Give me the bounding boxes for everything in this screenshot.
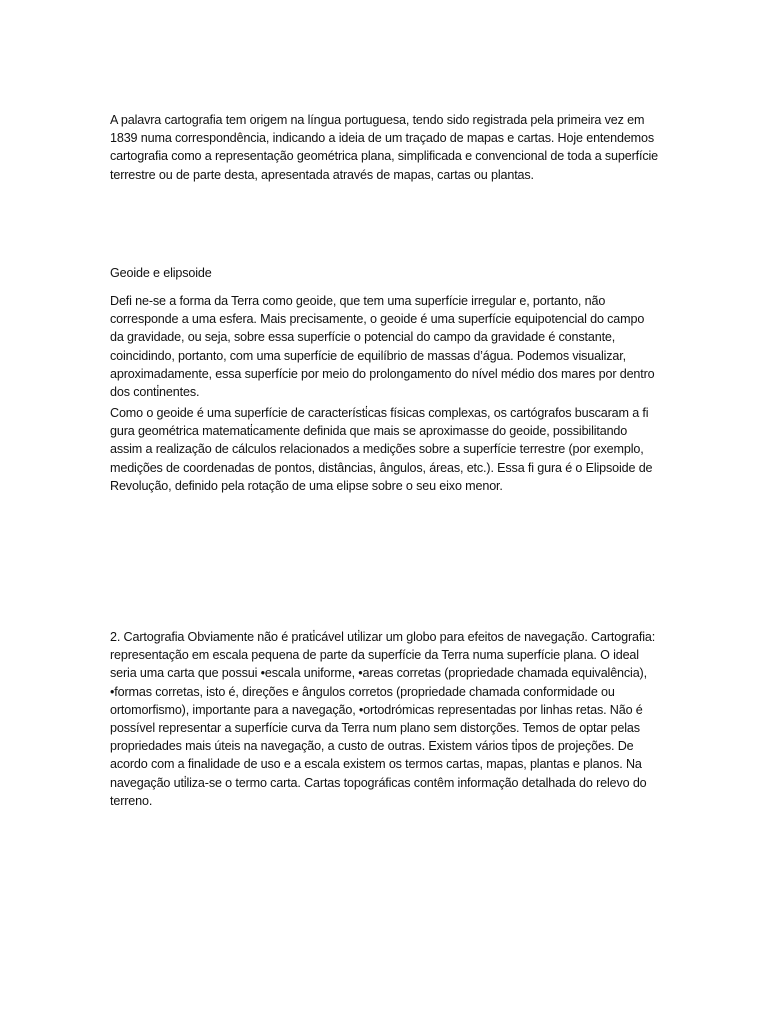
elipsoide-paragraph: Como o geoide é uma superfície de característi̇cas físicas complexas, os cartógrafos buscaram a fi gura geométrica matemati̇camente definida que mais se aproximasse do geoide, possibilitando assim a realização de cálculos relacionados a medições sobre a superfície terrestre (por exemplo, medições de coordenadas de pontos, distâncias, ângulos, áreas, etc.). Essa fi gura é o Elipsoide de Revolução, definido pela rotação de uma elipse sobre o seu eixo menor. (110, 406, 653, 493)
geoide-paragraph: Defi ne-se a forma da Terra como geoide, que tem uma superfície irregular e, portanto, não corresponde a uma esfera. Mais precisamente, o geoide é uma superfície equipotencial do campo da gravidade, ou seja, sobre essa superfície o potencial do campo da gravidade é constante, coincidindo, portanto, com uma superfície de equilíbrio de massas d’água. Podemos visualizar, aproximadamente, essa superfície por meio do prolongamento do nível médio dos mares por dentro dos conti̇nentes. (110, 294, 655, 400)
cartografia-paragraph: 2. Cartografia Obviamente não é prati̇cável uti̇lizar um globo para efeitos de navegação. Cartografia: representação em escala pequena de parte da superfície da Terra numa superfície plana. O ideal seria uma carta que possui •escala uniforme, •areas corretas (propriedade chamada equivalência), •formas corretas, isto é, direções e ângulos corretos (propriedade chamada conformidade ou ortomorfismo), importante para a navegação, •ortodrómicas representadas por linhas retas. Não é possível representar a superfície curva da Terra num plano sem distorções. Temos de optar pelas propriedades mais úteis na navegação, a custo de outras. Existem vários ti̇pos de projeções. De acordo com a finalidade de uso e a escala existem os termos cartas, mapas, plantas e planos. Na navegação uti̇liza-se o termo carta. Cartas topográficas contêm informação detalhada do relevo do terreno. (110, 630, 656, 808)
intro-paragraph: A palavra cartografia tem origem na língua portuguesa, tendo sido registrada pela primeira vez em 1839 numa correspondência, indicando a ideia de um traçado de mapas e cartas. Hoje entendemos cartografia como a representação geométrica plana, simplificada e convencional de toda a superfície terrestre ou de parte desta, apresentada através de mapas, cartas ou plantas. (110, 113, 658, 182)
section-heading: Geoide e elipsoide (110, 266, 212, 280)
